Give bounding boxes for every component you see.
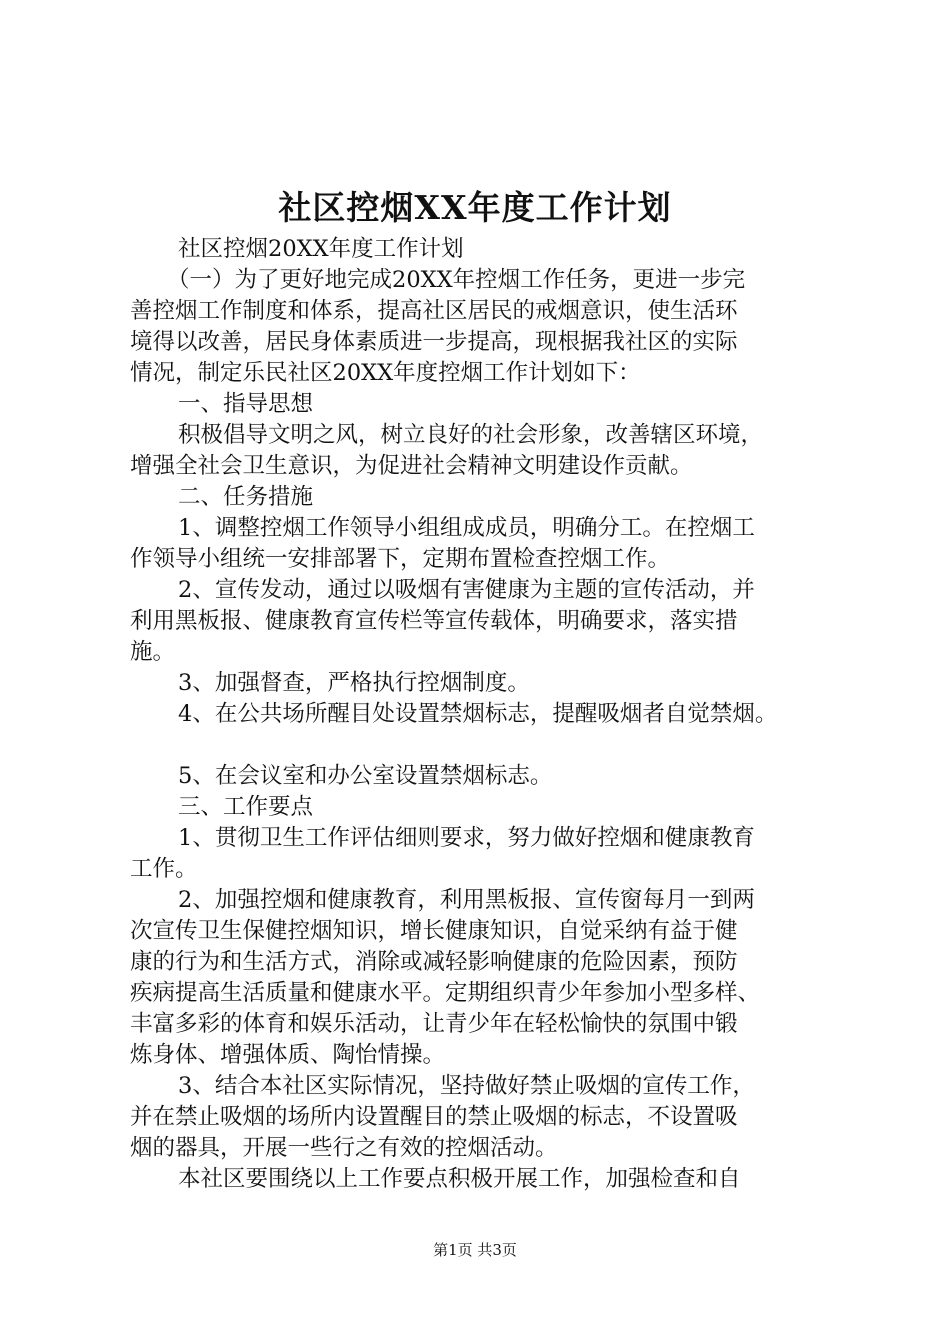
text-line: （一）为了更好地完成20XX年控烟工作任务，更进一步完 bbox=[167, 267, 746, 293]
document-title: 社区控烟XX年度工作计划 bbox=[278, 188, 672, 227]
page-footer: 第1页 共3页 bbox=[433, 1241, 517, 1259]
text-line: 1、贯彻卫生工作评估细则要求，努力做好控烟和健康教育 bbox=[178, 825, 755, 851]
text-line: 利用黑板报、健康教育宣传栏等宣传载体，明确要求，落实措 bbox=[130, 608, 738, 634]
text-line: 施。 bbox=[130, 639, 176, 665]
text-line: 4、在公共场所醒目处设置禁烟标志，提醒吸烟者自觉禁烟。 bbox=[178, 701, 778, 727]
text-line: 增强全社会卫生意识，为促进社会精神文明建设作贡献。 bbox=[130, 453, 693, 479]
section-heading: 三、工作要点 bbox=[178, 794, 314, 820]
text-line: 3、加强督查，严格执行控烟制度。 bbox=[178, 670, 530, 696]
text-line: 2、宣传发动，通过以吸烟有害健康为主题的宣传活动，并 bbox=[178, 577, 755, 603]
text-line: 次宣传卫生保健控烟知识，增长健康知识，自觉采纳有益于健 bbox=[130, 918, 738, 944]
text-line: 本社区要围绕以上工作要点积极开展工作，加强检查和自 bbox=[178, 1166, 741, 1192]
text-line: 康的行为和生活方式，消除或减轻影响健康的危险因素，预防 bbox=[130, 949, 738, 975]
text-line: 情况，制定乐民社区20XX年度控烟工作计划如下： bbox=[130, 360, 641, 386]
text-line: 疾病提高生活质量和健康水平。定期组织青少年参加小型多样、 bbox=[130, 980, 761, 1006]
text-line: 1、调整控烟工作领导小组组成成员，明确分工。在控烟工 bbox=[178, 515, 755, 541]
text-line: 5、在会议室和办公室设置禁烟标志。 bbox=[178, 763, 553, 789]
section-heading: 二、任务措施 bbox=[178, 484, 314, 510]
text-line: 积极倡导文明之风，树立良好的社会形象，改善辖区环境， bbox=[178, 422, 764, 448]
text-line: 2、加强控烟和健康教育，利用黑板报、宣传窗每月一到两 bbox=[178, 887, 755, 913]
text-line: 作领导小组统一安排部署下，定期布置检查控烟工作。 bbox=[130, 546, 671, 572]
text-line: 丰富多彩的体育和娱乐活动，让青少年在轻松愉快的氛围中锻 bbox=[130, 1011, 738, 1037]
text-line: 社区控烟20XX年度工作计划 bbox=[178, 236, 464, 262]
text-line: 善控烟工作制度和体系，提高社区居民的戒烟意识，使生活环 bbox=[130, 298, 738, 324]
text-line: 工作。 bbox=[130, 856, 198, 882]
text-line: 3、结合本社区实际情况，坚持做好禁止吸烟的宣传工作， bbox=[178, 1073, 755, 1099]
section-heading: 一、指导思想 bbox=[178, 391, 314, 417]
text-line: 并在禁止吸烟的场所内设置醒目的禁止吸烟的标志，不设置吸 bbox=[130, 1104, 738, 1130]
text-line: 炼身体、增强体质、陶怡情操。 bbox=[130, 1042, 446, 1068]
text-line: 烟的器具，开展一些行之有效的控烟活动。 bbox=[130, 1135, 558, 1161]
text-line: 境得以改善，居民身体素质进一步提高，现根据我社区的实际 bbox=[130, 329, 738, 355]
